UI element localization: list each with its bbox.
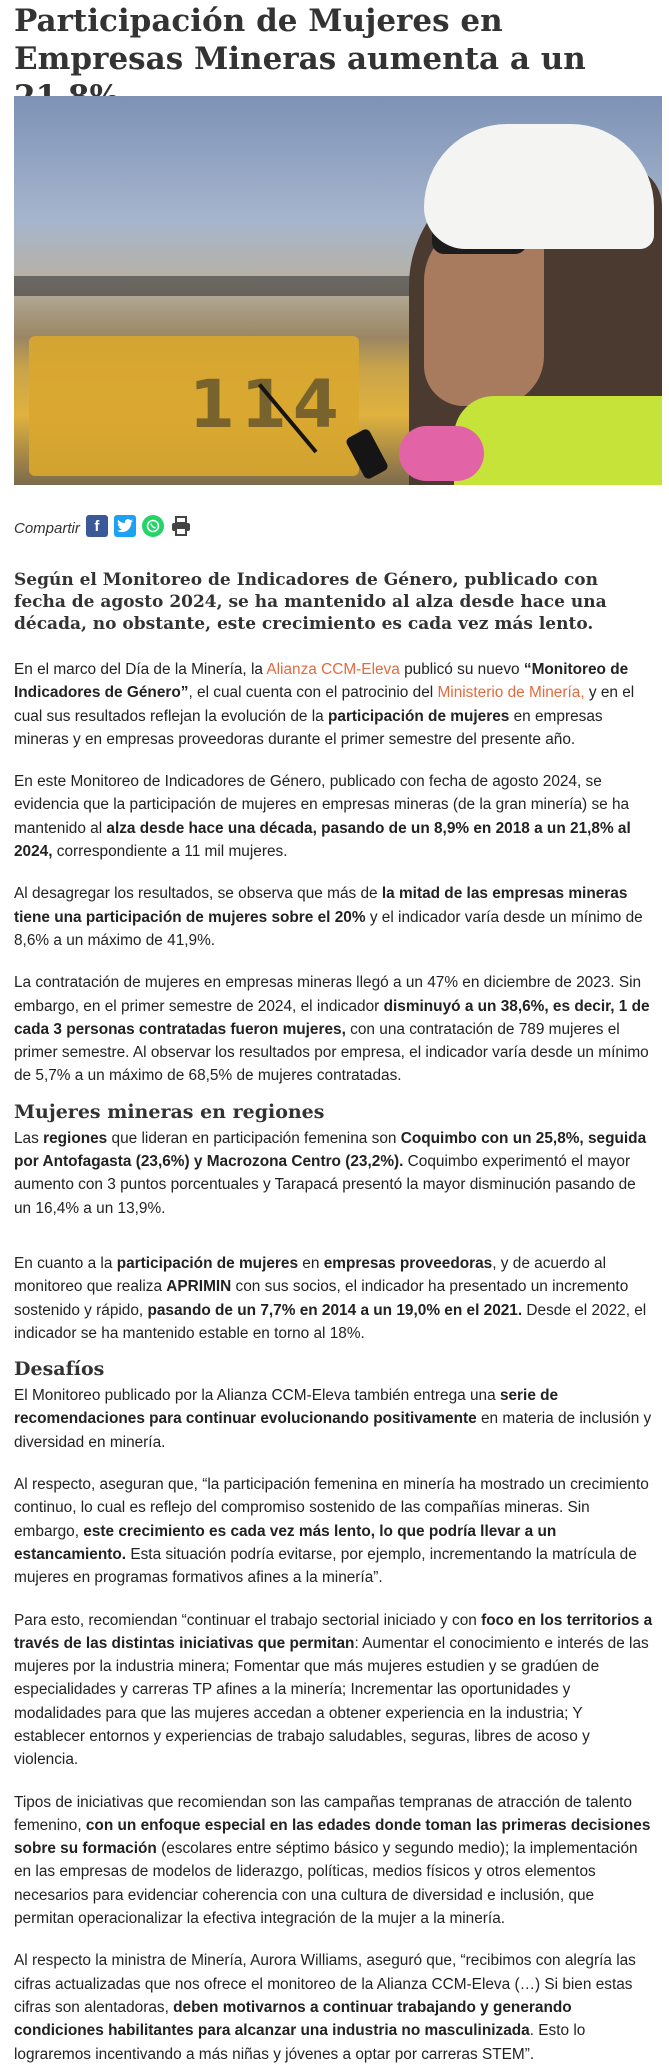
share-bar bbox=[14, 513, 654, 539]
article-title: Participación de Mujeres en Empresas Mineras aumenta a un bbox=[14, 3, 586, 77]
facebook-icon[interactable]: f bbox=[86, 515, 108, 537]
paragraph-2: En este Monitoreo de Indicadores de Género, publicado con fecha de agosto 2024, se evidencia que la participación de mujeres en empresas mineras (de la gran minería) se ha mantenido al alza desde hace una década, pasando de un 8,9% en 2018 a un 21,8% al 2024, correspondiente a 11 mil mujeres. bbox=[14, 773, 631, 861]
hero-hard-hat bbox=[424, 124, 654, 249]
paragraph-1: En el marco del Día de la Minería, la Alianza CCM-Eleva publicó su nuevo “Monitoreo de Indicadores de Género”, el cual cuenta con el patrocinio del Ministerio de Minería, y en el cual sus resultados reflejan la evolución de la participación de mujeres en empresas mineras y en empresas proveedoras durante el primer semestre del presente año. bbox=[14, 661, 635, 748]
heading-regions: Mujeres mineras en regiones bbox=[14, 1100, 325, 1123]
paragraph-8: Al respecto, aseguran que, “la participación femenina en minería ha mostrado un crecimiento continuo, lo cual es reflejo del compromiso sostenido de las compañías mineras. Sin embargo, este crecimiento es cada vez más lento, lo que podría llevar a un estancamiento. Esta situación podría evitarse, por ejemplo, incrementando la matrícula de mujeres en programas formativos afines a la minería”. bbox=[14, 1476, 649, 1587]
paragraph-5: Las regiones que lideran en participación femenina son Coquimbo con un 25,8%, seguida por Antofagasta (23,6%) y Macrozona Centro (23,2%). Coquimbo experimentó el mayor aumento con 3 puntos porcentuales y Tarapacá presentó la mayor disminución pasando de un 16,4% a un 13,9%. bbox=[14, 1129, 647, 1217]
paragraph-6: En cuanto a la participación de mujeres en empresas proveedoras, y de acuerdo al monitoreo que realiza APRIMIN con sus socios, el indicador ha presentado un incremento sostenido y rápido, pasando de un 7,7% en 2014 a un 19,0% en el 2021. Desde el 2022, el indicador se ha mantenido estable en torno al 18%. bbox=[14, 1254, 647, 1342]
twitter-icon[interactable] bbox=[114, 515, 136, 537]
heading-desafios: Desafíos bbox=[14, 1358, 105, 1381]
paragraph-4: La contratación de mujeres en empresas mineras llegó a un 47% en diciembre de 2023. Sin embargo, en el primer semestre de 2024, el indicador disminuyó a un 38,6%, es decir, 1 de cada 3 personas contratadas fueron mujeres, con una contratación de 789 mujeres el primer semestre. Al observar los resultados por empresa, el indicador varía desde un mínimo de 5,7% a un máximo de 68,5% de mujeres contratadas. bbox=[14, 974, 650, 1085]
paragraph-9: Para esto, recomiendan “continuar el trabajo sectorial iniciado y con foco en los territorios a través de las distintas iniciativas que permitan: Aumentar el conocimiento e interés de las mujeres por la industria minera; Fomentar que más mujeres estudien y se gradúen de especialidades y carreras TP afines a la minería; Incrementar las oportunidades y modalidades para que las mujeres accedan a obtener experiencia en la industria; Y establecer entornos y experiencias de trabajo saludables, seguras, libres de acoso y violencia. bbox=[14, 1611, 653, 1769]
paragraph-10: Tipos de iniciativas que recomiendan son las campañas tempranas de atracción de talento femenino, con un enfoque especial en las edades donde toman las primeras decisiones sobre su formación (escolares entre séptimo básico y segundo medio); la implementación en las empresas de modelos de liderazgo, políticas, medios físicos y otros elementos necesarios para evidenciar coherencia con una cultura de diversidad e inclusión, que permitan operacionalizar la efectiva integración de la mujer a la minería. bbox=[14, 1793, 651, 1928]
hero-truck-number: 114 bbox=[189, 366, 345, 443]
link-ministerio-de-mineria[interactable]: Ministerio de Minería, bbox=[437, 684, 585, 702]
whatsapp-icon[interactable] bbox=[142, 515, 164, 537]
print-icon[interactable] bbox=[170, 515, 192, 537]
paragraph-3: Al desagregar los resultados, se observa que más de la mitad de las empresas mineras tiene una participación de mujeres sobre el 20% y el indicador varía desde un mínimo de 8,6% a un máximo de 41,9%. bbox=[14, 885, 643, 949]
paragraph-7: El Monitoreo publicado por la Alianza CCM-Eleva también entrega una serie de recomendaciones para continuar evolucionando positivamente en materia de inclusión y diversidad en minería. bbox=[14, 1387, 652, 1451]
hero-respirator bbox=[399, 426, 484, 481]
hero-safety-vest bbox=[454, 396, 662, 485]
share-label: Compartir bbox=[14, 519, 80, 537]
link-alianza-ccm-eleva[interactable]: Alianza CCM-Eleva bbox=[266, 661, 400, 678]
hero-image bbox=[14, 96, 662, 485]
article-lead: Según el Monitoreo de Indicadores de Género, publicado con fecha de agosto 2024, se ha mantenido al alza desde hace una década, no obstante, este crecimiento es cada vez más lento. bbox=[14, 570, 607, 634]
paragraph-11: Al respecto la ministra de Minería, Aurora Williams, aseguró que, “recibimos con alegría las cifras actualizadas que nos ofrece el monitoreo de la Alianza CCM-Eleva (…) Si bien estas cifras son alentadoras, deben motivarnos a continuar trabajando y generando condiciones habilitantes para alcanzar una industria no masculinizada. Esto lo lograremos incentivando a más niñas y jóvenes a optar por carreras STEM”. bbox=[14, 1952, 636, 2063]
